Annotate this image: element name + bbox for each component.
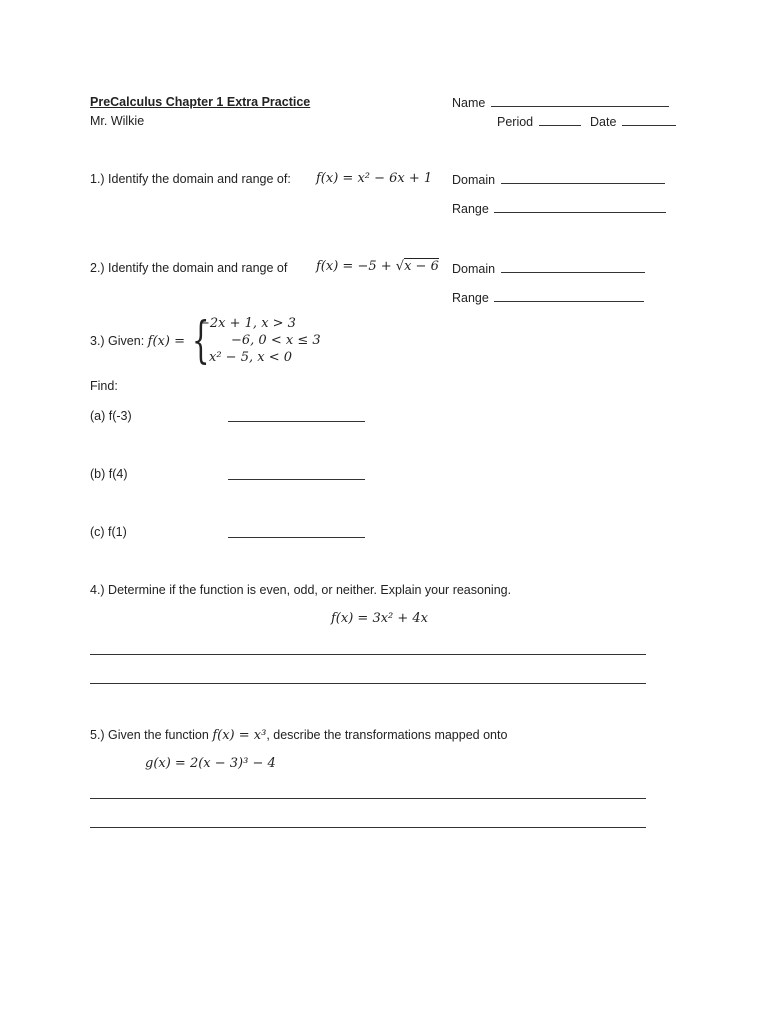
q2-range-field[interactable] (452, 290, 644, 305)
q5-answer-line-2[interactable] (90, 827, 646, 828)
q1-formula: f(x) = x² − 6x + 1 (316, 171, 433, 186)
q5-formula: g(x) = 2(x − 3)³ − 4 (145, 756, 276, 771)
period-field[interactable] (497, 114, 581, 129)
q3-piece-2: −6, 0 < x ≤ 3 (231, 333, 321, 348)
q3-piece-1: −2x + 1, x > 3 (199, 316, 296, 331)
q1-domain-label: Domain (452, 173, 496, 187)
q3-part-c-blank[interactable] (228, 526, 365, 538)
q3-piece-3: x² − 5, x < 0 (209, 350, 292, 365)
q2-formula: f(x) = −5 + √x − 6 (316, 259, 439, 274)
q2-prompt: 2.) Identify the domain and range of (90, 261, 288, 275)
date-label: Date (590, 115, 617, 129)
left-brace: { (192, 311, 210, 369)
period-blank[interactable] (539, 114, 581, 126)
q2-range-blank[interactable] (494, 290, 644, 302)
date-field[interactable] (590, 114, 676, 129)
q1-range-field[interactable] (452, 201, 666, 216)
q4-answer-line-2[interactable] (90, 683, 646, 684)
name-label: Name (452, 96, 486, 110)
q5-prompt: 5.) Given the function f(x) = x³, describe the transformations mapped onto (90, 728, 508, 743)
q2-range-label: Range (452, 291, 489, 305)
q1-range-blank[interactable] (494, 201, 666, 213)
teacher-name: Mr. Wilkie (90, 114, 145, 128)
period-label: Period (497, 115, 534, 129)
sqrt-symbol: √ (395, 259, 405, 274)
q2-domain-field[interactable] (452, 261, 645, 276)
q3-part-b-label: (b) f(4) (90, 467, 128, 481)
q1-range-label: Range (452, 202, 489, 216)
q3-part-a-label: (a) f(-3) (90, 409, 132, 423)
q3-part-b-blank[interactable] (228, 468, 365, 480)
q4-prompt: 4.) Determine if the function is even, odd, or neither. Explain your reasoning. (90, 583, 512, 597)
q4-answer-line-1[interactable] (90, 654, 646, 655)
q1-domain-blank[interactable] (501, 172, 665, 184)
q3-find-label: Find: (90, 379, 118, 393)
q2-domain-blank[interactable] (501, 261, 645, 273)
q3-prompt: 3.) Given: f(x) = (90, 334, 185, 349)
q2-domain-label: Domain (452, 262, 496, 276)
q5-answer-line-1[interactable] (90, 798, 646, 799)
q3-part-c-label: (c) f(1) (90, 525, 127, 539)
name-blank[interactable] (491, 95, 669, 107)
q1-domain-field[interactable] (452, 172, 665, 187)
name-field[interactable] (452, 95, 669, 110)
q1-prompt: 1.) Identify the domain and range of: (90, 172, 291, 186)
worksheet-title: PreCalculus Chapter 1 Extra Practice (90, 95, 311, 109)
q4-formula: f(x) = 3x² + 4x (331, 611, 429, 626)
date-blank[interactable] (622, 114, 676, 126)
q3-part-a-blank[interactable] (228, 410, 365, 422)
